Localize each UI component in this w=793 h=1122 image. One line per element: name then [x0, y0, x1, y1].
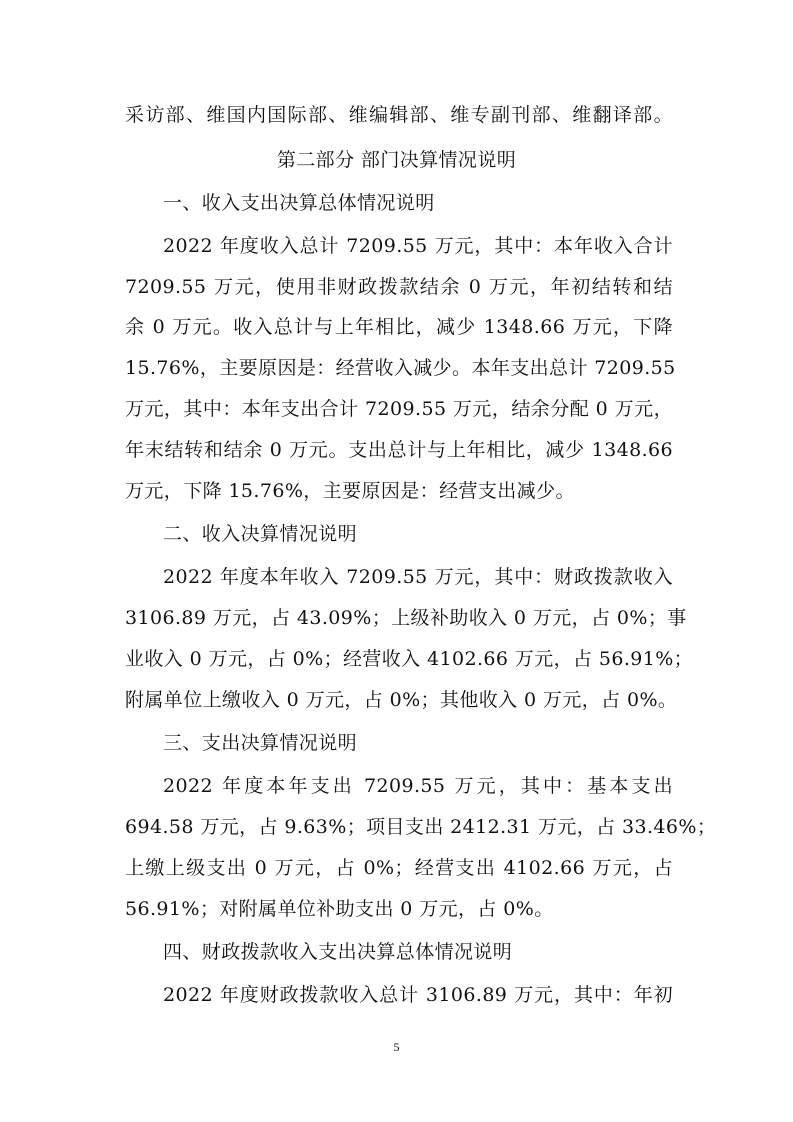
section-heading: 三、支出决算情况说明	[163, 732, 358, 754]
section-heading: 四、财政拨款收入支出决算总体情况说明	[163, 941, 513, 963]
paragraph-line: 余 0 万元。收入总计与上年相比，减少 1348.66 万元，下降	[125, 316, 673, 338]
paragraph-line: 万元，其中：本年支出合计 7209.55 万元，结余分配 0 万元，	[125, 398, 673, 420]
paragraph-line: 2022 年度财政拨款收入总计 3106.89 万元，其中：年初	[163, 984, 673, 1006]
paragraph-line: 3106.89 万元，占 43.09%；上级补助收入 0 万元，占 0%；事	[125, 607, 687, 629]
paragraph-line: 业收入 0 万元，占 0%；经营收入 4102.66 万元，占 56.91%；	[125, 648, 694, 670]
paragraph-line: 年末结转和结余 0 万元。支出总计与上年相比，减少 1348.66	[125, 439, 673, 461]
section-heading: 二、收入决算情况说明	[163, 523, 358, 545]
paragraph-line: 56.91%；对附属单位补助支出 0 万元，占 0%。	[125, 898, 554, 920]
section-heading: 一、收入支出决算总体情况说明	[163, 192, 435, 214]
paragraph-line: 694.58 万元，占 9.63%；项目支出 2412.31 万元，占 33.46%；	[125, 816, 717, 838]
paragraph-line: 7209.55 万元，使用非财政拨款结余 0 万元，年初结转和结	[125, 276, 673, 298]
paragraph-line: 2022 年度收入总计 7209.55 万元，其中：本年收入合计	[163, 235, 673, 257]
paragraph-line: 万元，下降 15.76%，主要原因是：经营支出减少。	[125, 480, 575, 502]
paragraph-line: 2022 年度本年支出 7209.55 万元，其中：基本支出	[163, 775, 673, 797]
paragraph-line: 2022 年度本年收入 7209.55 万元，其中：财政拨款收入	[163, 566, 673, 588]
paragraph-line: 上缴上级支出 0 万元，占 0%；经营支出 4102.66 万元，占	[125, 857, 673, 879]
paragraph-line: 附属单位上缴收入 0 万元，占 0%；其他收入 0 万元，占 0%。	[125, 689, 678, 711]
paragraph-line: 采访部、维国内国际部、维编辑部、维专副刊部、维翻译部。	[125, 104, 673, 126]
paragraph-line: 15.76%，主要原因是：经营收入减少。本年支出总计 7209.55	[125, 357, 676, 379]
page-number: 5	[393, 1040, 400, 1054]
part-title: 第二部分 部门决算情况说明	[276, 149, 517, 171]
